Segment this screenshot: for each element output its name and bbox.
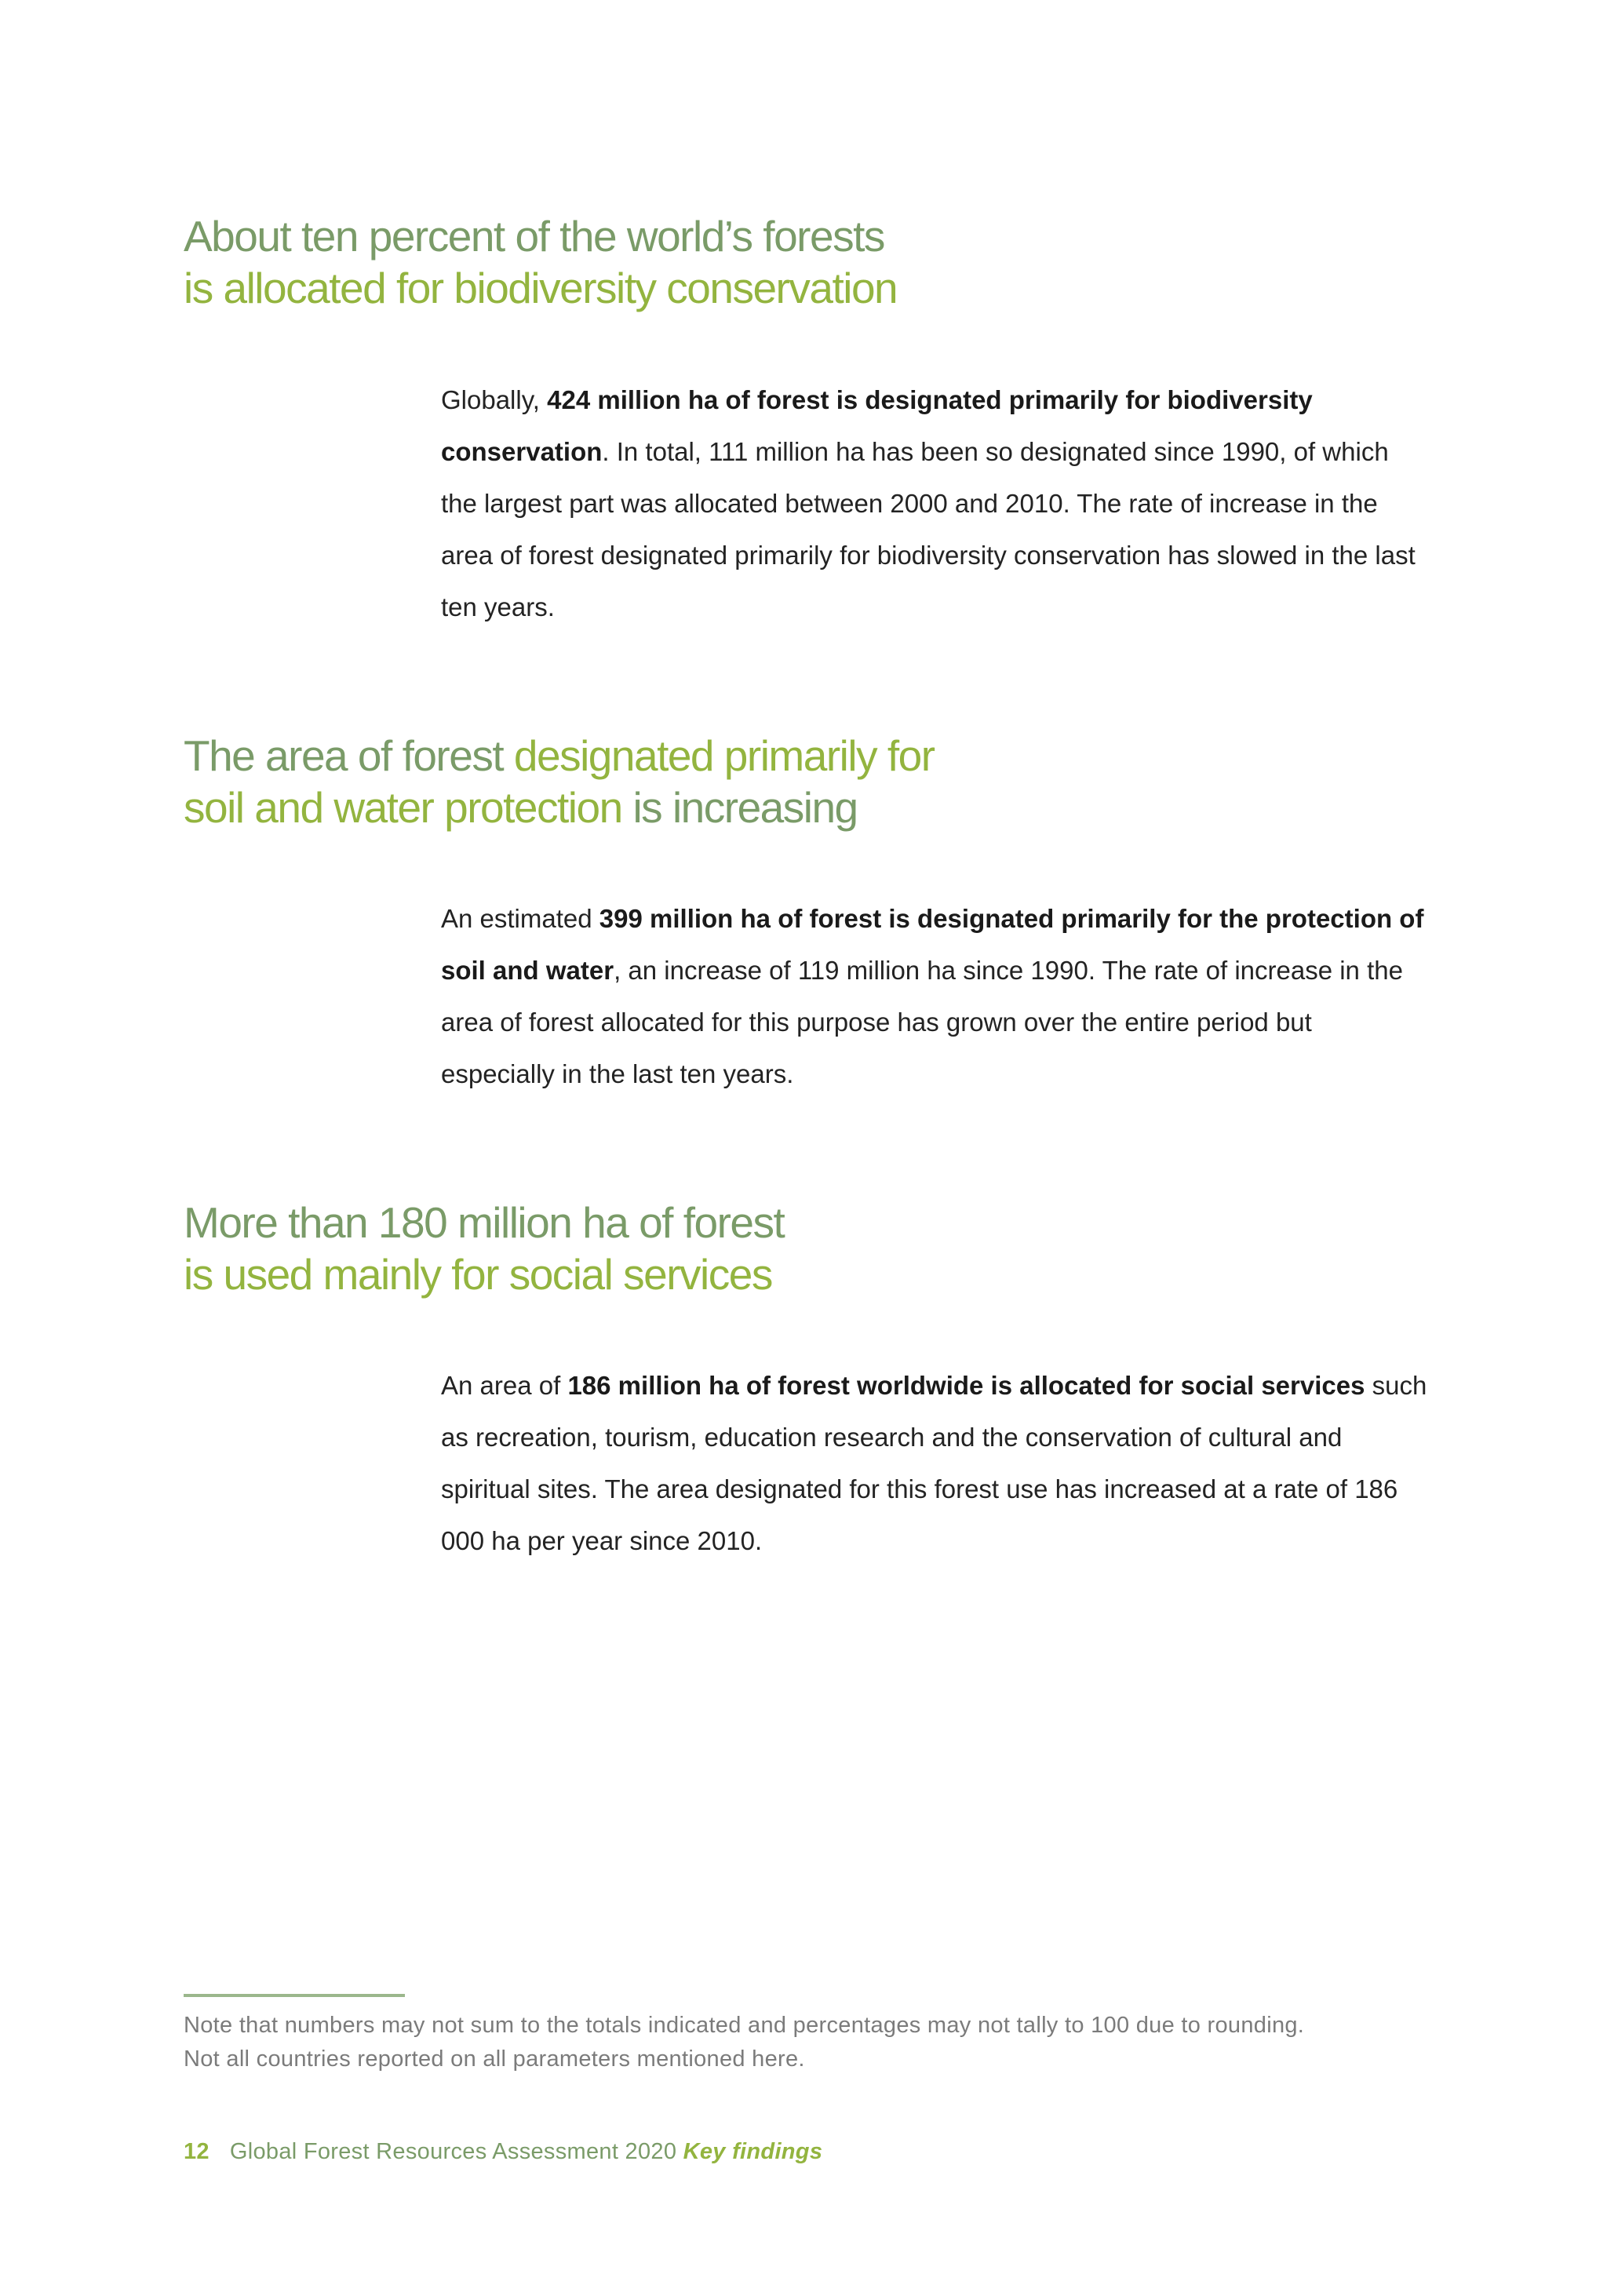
footnote [184, 2009, 1478, 2076]
footnote-line-1: Note that numbers may not sum to the totals indicated and percentages may not tally to 100 due to rounding. [184, 2013, 1305, 2038]
body-rest-text: . In total, 111 million ha has been so designated since 1990, of which the largest part was allocated between 2000 and 2010. The rate of increase in the area of forest designated primarily for biodiversity conservation has slowed in the last ten years. [441, 437, 1416, 621]
heading-line-2: is used mainly for social services [184, 1250, 772, 1299]
heading-part-4: is increasing [621, 783, 858, 832]
body-rest-text: , an increase of 119 million ha since 1990. The rate of increase in the area of forest allocated for this purpose has grown over the entire period but especially in the last ten years. [441, 956, 1403, 1088]
heading-part-2: designated primarily for [513, 731, 935, 780]
page-number: 12 [184, 2139, 210, 2164]
publication-subtitle: Key findings [683, 2139, 823, 2164]
section-heading-soil-water [184, 730, 935, 833]
section-heading-social-services [184, 1197, 784, 1300]
body-lead-text: An area of [441, 1371, 568, 1400]
body-lead-text: An estimated [441, 904, 599, 933]
section-body-biodiversity [441, 374, 1430, 633]
body-highlight-text: 399 million ha of forest is designated primarily for the protection of soil and water [441, 904, 1424, 985]
body-highlight-text: 424 million ha of forest is designated primarily for biodiversity conservation [441, 385, 1313, 466]
heading-line-1: About ten percent of the world’s forests [184, 212, 884, 261]
publication-title: Global Forest Resources Assessment 2020 [229, 2139, 683, 2164]
section-body-social-services [441, 1360, 1430, 1567]
heading-line-2: is allocated for biodiversity conservation [184, 264, 898, 312]
body-highlight-text: 186 million ha of forest worldwide is allocated for social services [567, 1371, 1365, 1400]
footnote-line-2: Not all countries reported on all parameters mentioned here. [184, 2046, 805, 2072]
heading-line-1: More than 180 million ha of forest [184, 1198, 785, 1247]
section-heading-biodiversity [184, 210, 897, 314]
page-footer [184, 2136, 822, 2167]
body-rest-text: such as recreation, tourism, education research and the conservation of cultural and spiritual sites. The area designated for this forest use has increased at a rate of 186 000 ha per year since 2010. [441, 1371, 1427, 1555]
heading-part-3: soil and water protection [184, 783, 622, 832]
footnote-divider [184, 1994, 405, 1997]
body-lead-text: Globally, [441, 385, 548, 414]
section-body-soil-water [441, 893, 1430, 1100]
heading-part-1: The area of forest [184, 731, 514, 780]
